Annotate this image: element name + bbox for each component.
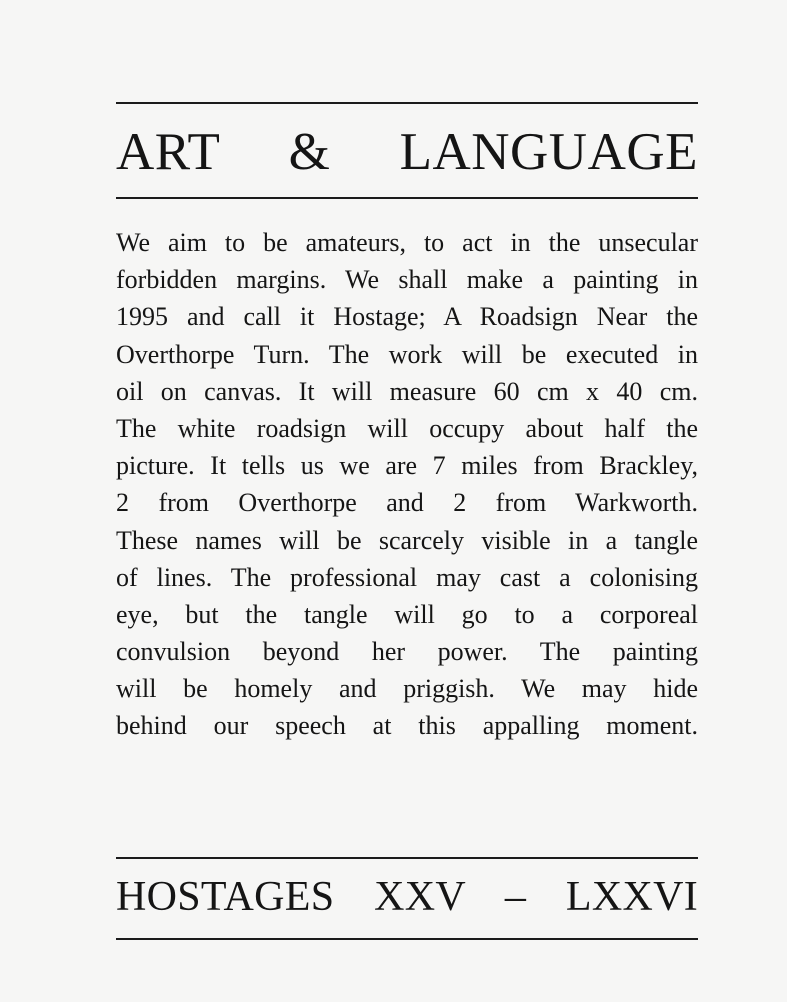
body-line: oil on canvas. It will measure 60 cm x 40 cm. xyxy=(116,376,698,406)
body-line: behind our speech at this appalling moment. xyxy=(116,711,698,741)
title-underline-rule xyxy=(116,197,698,199)
body-line: picture. It tells us we are 7 miles from Brackley, xyxy=(116,451,698,481)
body-line: convulsion beyond her power. The painting xyxy=(116,637,698,667)
body-paragraph xyxy=(116,224,698,745)
body-line: Overthorpe Turn. The work will be executed in xyxy=(116,339,698,369)
body-line: of lines. The professional may cast a colonising xyxy=(116,562,698,592)
body-line: 2 from Overthorpe and 2 from Warkworth. xyxy=(116,488,698,518)
body-line: The white roadsign will occupy about half the xyxy=(116,413,698,443)
document-title: ART & LANGUAGE xyxy=(116,123,698,181)
body-line: forbidden margins. We shall make a painting in xyxy=(116,265,698,295)
bottom-rule xyxy=(116,938,698,940)
body-line: 1995 and call it Hostage; A Roadsign Near the xyxy=(116,302,698,332)
footer-top-rule xyxy=(116,857,698,859)
body-line: These names will be scarcely visible in a tangle xyxy=(116,525,698,555)
body-line: will be homely and priggish. We may hide xyxy=(116,674,698,704)
top-rule xyxy=(116,102,698,104)
footer-title: HOSTAGES XXV – LXXVI xyxy=(116,874,698,920)
body-line: We aim to be amateurs, to act in the unsecular xyxy=(116,228,698,257)
body-line: eye, but the tangle will go to a corporeal xyxy=(116,599,698,629)
